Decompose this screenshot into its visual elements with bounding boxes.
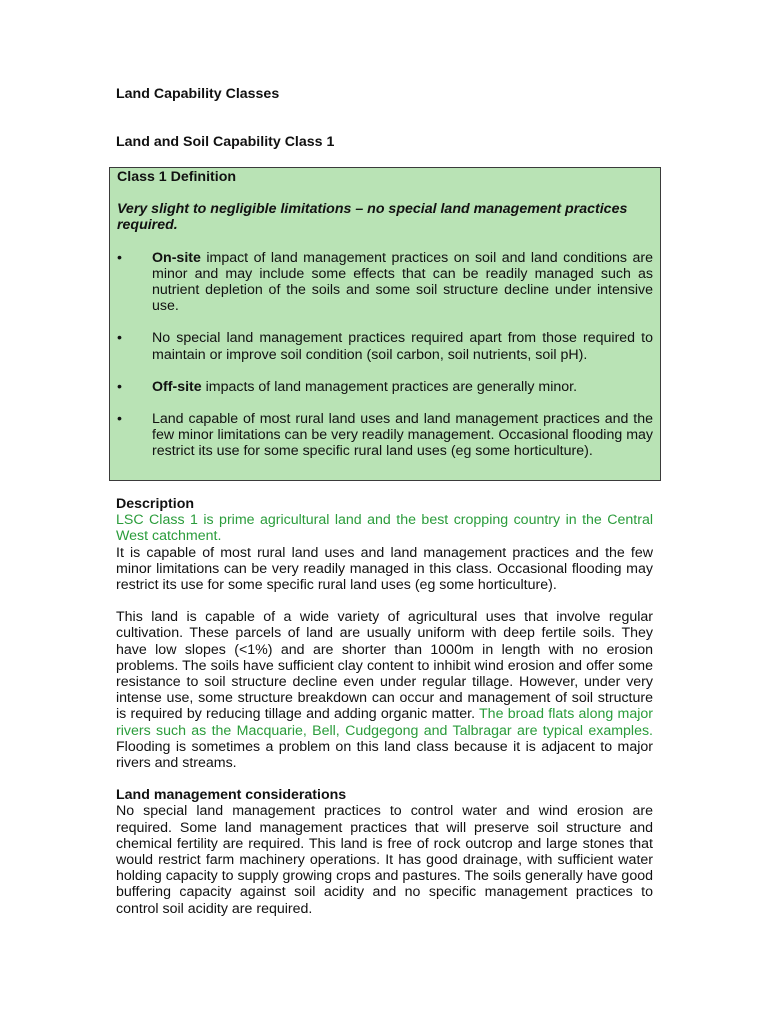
definition-item-practices — [117, 330, 653, 362]
definition-item-text: impacts of land management practices are generally minor. — [201, 378, 578, 395]
definition-item-offsite — [117, 379, 653, 395]
definition-list — [117, 250, 653, 460]
bullet-icon: • — [117, 411, 122, 428]
class-title: Land and Soil Capability Class 1 — [116, 134, 335, 151]
description-highlight: LSC Class 1 is prime agricultural land and the best cropping country in the Central West catchment. — [116, 512, 653, 545]
description-paragraph-2-start: This land is capable of a wide variety of agricultural uses that involve regular cultivation. These parcels of land are usually uniform with deep fertile soils. They have low slopes (<1%) and are shorter than 1000m in length with no erosion problems. The soils have sufficient clay content to inhibit wind erosion and offer some resistance to soil structure decline even under regular tillage. However, under very intense use, some structure breakdown can occur and management of soil structure is required by reducing tillage and adding organic matter. — [116, 609, 653, 723]
definition-item-text: No special land management practices required apart from those required to maintain or improve soil condition (soil carbon, soil nutrients, soil pH). — [152, 330, 653, 363]
paragraph-spacer — [116, 771, 653, 787]
class-definition-box — [109, 167, 661, 481]
definition-item-land-uses — [117, 411, 653, 460]
definition-item-bold: Off-site — [152, 378, 202, 395]
management-paragraph: No special land management practices to control water and wind erosion are required. Some land management practices that will preserve soil structure and chemical fertility are required. This land is free of rock outcrop and large stones that would restrict farm machinery operations. It has good drainage, with sufficient water holding capacity to supply growing crops and pastures. The soils generally have good buffering capacity against soil acidity and no specific management practices to control soil acidity are required. — [116, 803, 653, 917]
description-section — [116, 496, 653, 917]
description-paragraph-1: It is capable of most rural land uses and land management practices and the few minor limitations can be very readily managed in this class. Occasional flooding may restrict its use for some specific rural land uses (eg some horticulture). — [116, 544, 653, 594]
description-paragraph-2-end: Flooding is sometimes a problem on this land class because it is adjacent to major rivers and streams. — [116, 738, 653, 772]
bullet-icon: • — [117, 378, 122, 395]
definition-statement: Very slight to negligible limitations – no special land management practices required. — [117, 201, 628, 234]
management-heading: Land management considerations — [116, 787, 347, 804]
description-paragraph-2-highlight: The broad flats along major rivers such as the Macquarie, Bell, Cudgegong and Talbragar are typical examples. — [116, 706, 653, 739]
definition-item-text: Land capable of most rural land uses and land management practices and the few minor limitations can be very readily management. Occasional flooding may restrict its use for some specific rural land uses (eg some horticulture). — [152, 411, 653, 460]
paragraph-spacer — [116, 593, 653, 609]
bullet-icon: • — [117, 249, 122, 266]
description-paragraph-2 — [116, 609, 653, 771]
definition-item-bold: On-site — [152, 249, 201, 266]
description-heading: Description — [116, 496, 195, 512]
document-header — [116, 86, 653, 150]
definition-heading: Class 1 Definition — [117, 169, 237, 185]
document-title: Land Capability Classes — [116, 86, 280, 102]
definition-item-onsite — [117, 250, 653, 315]
definition-item-text: impact of land management practices on soil and land conditions are minor and may include some effects that can be readily managed such as nutrient depletion of the soils and some soil structure decline under intensive use. — [152, 249, 653, 315]
bullet-icon: • — [117, 330, 122, 347]
